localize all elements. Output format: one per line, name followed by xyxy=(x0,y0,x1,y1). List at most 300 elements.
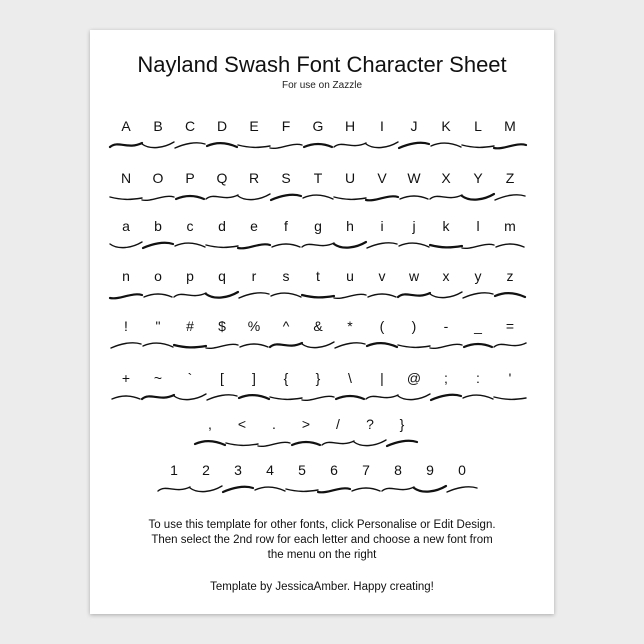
character-cell xyxy=(144,268,172,318)
character-glyph: v xyxy=(378,268,386,284)
character-glyph: C xyxy=(184,118,196,134)
character-glyph: f xyxy=(284,218,288,234)
character-glyph: 7 xyxy=(362,462,370,478)
character-cell xyxy=(496,118,524,168)
character-glyph: G xyxy=(312,118,324,134)
swash-icon xyxy=(428,190,464,204)
swash-icon xyxy=(140,138,176,152)
character-cell xyxy=(272,218,300,268)
character-row xyxy=(90,370,554,420)
character-glyph: $ xyxy=(218,318,226,334)
character-glyph: * xyxy=(347,318,353,334)
swash-icon xyxy=(108,288,144,302)
swash-icon xyxy=(236,238,272,252)
character-cell xyxy=(240,370,268,420)
character-glyph: } xyxy=(315,370,321,386)
character-glyph: o xyxy=(154,268,162,284)
character-glyph: [ xyxy=(220,370,224,386)
character-cell xyxy=(352,462,380,512)
character-glyph: ' xyxy=(508,370,512,386)
character-cell xyxy=(400,318,428,368)
swash-icon xyxy=(492,190,528,204)
character-cell xyxy=(416,462,444,512)
swash-icon xyxy=(396,288,432,302)
character-cell xyxy=(112,170,140,220)
character-glyph: g xyxy=(314,218,322,234)
character-glyph: u xyxy=(346,268,354,284)
character-cell xyxy=(496,268,524,318)
character-cell xyxy=(432,118,460,168)
swash-icon xyxy=(284,482,320,496)
instructions xyxy=(90,518,554,563)
swash-icon xyxy=(268,190,304,204)
instruction-line: the menu on the right xyxy=(267,549,377,561)
character-glyph: = xyxy=(505,318,515,334)
character-cell xyxy=(176,218,204,268)
character-glyph: ] xyxy=(252,370,256,386)
character-cell xyxy=(196,416,224,466)
swash-icon xyxy=(428,138,464,152)
character-glyph: t xyxy=(316,268,320,284)
character-glyph: N xyxy=(120,170,132,186)
swash-icon xyxy=(492,138,528,152)
character-row xyxy=(90,268,554,318)
swash-icon xyxy=(364,190,400,204)
character-cell xyxy=(240,118,268,168)
swash-icon xyxy=(236,338,272,352)
swash-icon xyxy=(492,288,528,302)
swash-icon xyxy=(204,238,240,252)
swash-icon xyxy=(172,138,208,152)
swash-icon xyxy=(460,288,496,302)
sheet-title: Nayland Swash Font Character Sheet xyxy=(137,52,507,77)
character-cell xyxy=(400,268,428,318)
swash-icon xyxy=(492,390,528,404)
character-sheet xyxy=(90,30,554,614)
swash-icon xyxy=(444,482,480,496)
character-glyph: , xyxy=(208,416,212,432)
swash-icon xyxy=(108,390,144,404)
swash-icon xyxy=(172,238,208,252)
character-glyph: b xyxy=(154,218,162,234)
character-glyph: a xyxy=(122,218,130,234)
character-glyph: ^ xyxy=(282,318,290,334)
swash-icon xyxy=(204,338,240,352)
character-glyph: 2 xyxy=(202,462,210,478)
character-glyph: X xyxy=(441,170,451,186)
character-cell xyxy=(112,118,140,168)
swash-icon xyxy=(108,338,144,352)
character-cell xyxy=(272,118,300,168)
swash-icon xyxy=(300,338,336,352)
character-glyph: e xyxy=(250,218,258,234)
character-glyph: q xyxy=(218,268,226,284)
character-cell xyxy=(176,170,204,220)
character-glyph: \ xyxy=(348,370,352,386)
character-cell xyxy=(144,370,172,420)
character-cell xyxy=(208,370,236,420)
swash-icon xyxy=(204,138,240,152)
swash-icon xyxy=(172,288,208,302)
swash-icon xyxy=(204,390,240,404)
swash-icon xyxy=(428,338,464,352)
character-cell xyxy=(432,170,460,220)
character-glyph: M xyxy=(504,118,516,134)
swash-icon xyxy=(332,288,368,302)
swash-icon xyxy=(140,238,176,252)
character-glyph: _ xyxy=(474,318,482,334)
character-glyph: " xyxy=(155,318,161,334)
swash-icon xyxy=(108,190,144,204)
character-cell xyxy=(320,462,348,512)
character-cell xyxy=(496,318,524,368)
character-cell xyxy=(224,462,252,512)
character-cell xyxy=(400,170,428,220)
character-row xyxy=(90,318,554,368)
character-cell xyxy=(176,118,204,168)
swash-icon xyxy=(108,138,144,152)
character-cell xyxy=(144,170,172,220)
instruction-line: To use this template for other fonts, click Personalise or Edit Design. xyxy=(148,519,496,531)
character-glyph: x xyxy=(442,268,450,284)
character-cell xyxy=(464,218,492,268)
character-cell xyxy=(336,218,364,268)
swash-icon xyxy=(492,238,528,252)
character-glyph: H xyxy=(344,118,356,134)
character-glyph: 5 xyxy=(298,462,306,478)
swash-icon xyxy=(300,390,336,404)
character-cell xyxy=(384,462,412,512)
character-glyph: & xyxy=(313,318,323,334)
character-glyph: R xyxy=(248,170,260,186)
character-glyph: 9 xyxy=(426,462,434,478)
character-glyph: | xyxy=(380,370,384,386)
swash-icon xyxy=(204,190,240,204)
character-cell xyxy=(432,268,460,318)
swash-icon xyxy=(224,436,260,450)
swash-icon xyxy=(300,288,336,302)
character-cell xyxy=(432,318,460,368)
character-cell xyxy=(112,268,140,318)
character-glyph: 6 xyxy=(330,462,338,478)
character-glyph: 3 xyxy=(234,462,242,478)
character-cell xyxy=(464,118,492,168)
character-cell xyxy=(496,218,524,268)
character-glyph: ~ xyxy=(153,370,163,386)
character-cell xyxy=(496,170,524,220)
swash-icon xyxy=(364,138,400,152)
character-cell xyxy=(304,268,332,318)
swash-icon xyxy=(412,482,448,496)
character-cell xyxy=(260,416,288,466)
swash-icon xyxy=(492,338,528,352)
swash-icon xyxy=(332,338,368,352)
character-glyph: k xyxy=(442,218,450,234)
character-glyph: K xyxy=(441,118,451,134)
swash-icon xyxy=(316,482,352,496)
swash-icon xyxy=(364,238,400,252)
character-cell xyxy=(192,462,220,512)
character-glyph: ) xyxy=(411,318,417,334)
character-cell xyxy=(208,268,236,318)
character-glyph: } xyxy=(399,416,405,432)
character-glyph: j xyxy=(412,218,416,234)
character-cell xyxy=(464,268,492,318)
character-cell xyxy=(304,370,332,420)
character-glyph: { xyxy=(283,370,289,386)
character-glyph: Y xyxy=(473,170,483,186)
swash-icon xyxy=(172,390,208,404)
swash-icon xyxy=(140,338,176,352)
character-cell xyxy=(464,318,492,368)
character-cell xyxy=(368,170,396,220)
character-cell xyxy=(160,462,188,512)
swash-icon xyxy=(268,138,304,152)
character-glyph: i xyxy=(380,218,384,234)
character-glyph: % xyxy=(247,318,261,334)
credit-line: Template by JessicaAmber. Happy creating! xyxy=(210,581,434,593)
swash-icon xyxy=(140,190,176,204)
swash-icon xyxy=(108,238,144,252)
character-cell xyxy=(304,318,332,368)
character-cell xyxy=(144,318,172,368)
character-glyph: r xyxy=(251,268,257,284)
character-glyph: n xyxy=(122,268,130,284)
character-row xyxy=(90,170,554,220)
character-glyph: 8 xyxy=(394,462,402,478)
swash-icon xyxy=(268,338,304,352)
swash-icon xyxy=(332,190,368,204)
swash-icon xyxy=(252,482,288,496)
character-glyph: d xyxy=(218,218,226,234)
swash-icon xyxy=(268,390,304,404)
character-row xyxy=(90,218,554,268)
swash-icon xyxy=(460,138,496,152)
character-glyph: y xyxy=(474,268,482,284)
swash-icon xyxy=(268,288,304,302)
swash-icon xyxy=(220,482,256,496)
swash-icon xyxy=(460,190,496,204)
swash-icon xyxy=(236,190,272,204)
character-glyph: s xyxy=(282,268,290,284)
character-cell xyxy=(112,318,140,368)
character-glyph: : xyxy=(476,370,480,386)
character-cell xyxy=(228,416,256,466)
character-cell xyxy=(400,118,428,168)
character-glyph: h xyxy=(346,218,354,234)
character-glyph: D xyxy=(216,118,228,134)
swash-icon xyxy=(364,338,400,352)
character-row xyxy=(90,416,554,466)
instruction-line: Then select the 2nd row for each letter and choose a new font from xyxy=(151,534,493,546)
swash-icon xyxy=(396,190,432,204)
character-glyph: l xyxy=(476,218,480,234)
character-glyph: I xyxy=(380,118,384,134)
character-glyph: < xyxy=(237,416,247,432)
swash-icon xyxy=(204,288,240,302)
swash-icon xyxy=(364,288,400,302)
character-cell xyxy=(304,170,332,220)
swash-icon xyxy=(300,138,336,152)
character-cell xyxy=(144,218,172,268)
swash-icon xyxy=(352,436,388,450)
swash-icon xyxy=(188,482,224,496)
character-cell xyxy=(432,370,460,420)
character-glyph: 4 xyxy=(266,462,274,478)
character-glyph: Z xyxy=(505,170,515,186)
character-cell xyxy=(400,218,428,268)
character-cell xyxy=(368,218,396,268)
swash-icon xyxy=(256,436,292,450)
swash-icon xyxy=(428,288,464,302)
character-cell xyxy=(288,462,316,512)
character-glyph: . xyxy=(272,416,276,432)
character-cell xyxy=(368,370,396,420)
character-cell xyxy=(208,318,236,368)
swash-icon xyxy=(460,390,496,404)
character-glyph: # xyxy=(186,318,194,334)
character-glyph: + xyxy=(121,370,131,386)
swash-icon xyxy=(236,390,272,404)
character-cell xyxy=(336,268,364,318)
swash-icon xyxy=(156,482,192,496)
character-cell xyxy=(112,370,140,420)
character-glyph: V xyxy=(377,170,387,186)
character-cell xyxy=(272,268,300,318)
character-cell xyxy=(256,462,284,512)
character-glyph: ( xyxy=(379,318,385,334)
character-glyph: U xyxy=(344,170,356,186)
character-glyph: m xyxy=(504,218,516,234)
character-cell xyxy=(464,170,492,220)
swash-icon xyxy=(396,338,432,352)
swash-icon xyxy=(236,288,272,302)
swash-icon xyxy=(396,238,432,252)
swash-icon xyxy=(172,338,208,352)
character-row xyxy=(90,118,554,168)
character-glyph: T xyxy=(313,170,323,186)
character-cell xyxy=(448,462,476,512)
swash-icon xyxy=(396,390,432,404)
swash-icon xyxy=(236,138,272,152)
character-glyph: ? xyxy=(366,416,374,432)
character-cell xyxy=(176,370,204,420)
character-cell xyxy=(496,370,524,420)
character-cell xyxy=(368,268,396,318)
character-cell xyxy=(272,370,300,420)
character-glyph: W xyxy=(407,170,421,186)
swash-icon xyxy=(332,238,368,252)
character-glyph: p xyxy=(186,268,194,284)
character-glyph: z xyxy=(506,268,514,284)
character-glyph: ; xyxy=(444,370,448,386)
character-glyph: > xyxy=(301,416,311,432)
character-cell xyxy=(304,218,332,268)
swash-icon xyxy=(380,482,416,496)
character-glyph: ` xyxy=(187,370,193,386)
character-cell xyxy=(336,118,364,168)
character-glyph: B xyxy=(153,118,163,134)
swash-icon xyxy=(192,436,228,450)
character-cell xyxy=(112,218,140,268)
character-cell xyxy=(388,416,416,466)
character-glyph: A xyxy=(121,118,131,134)
swash-icon xyxy=(288,436,324,450)
character-cell xyxy=(368,318,396,368)
swash-icon xyxy=(140,390,176,404)
swash-icon xyxy=(172,190,208,204)
swash-icon xyxy=(332,390,368,404)
character-glyph: O xyxy=(152,170,164,186)
character-cell xyxy=(336,318,364,368)
swash-icon xyxy=(384,436,420,450)
character-cell xyxy=(240,268,268,318)
character-glyph: - xyxy=(443,318,449,334)
character-cell xyxy=(272,170,300,220)
character-glyph: 0 xyxy=(458,462,466,478)
character-glyph: c xyxy=(186,218,194,234)
character-glyph: F xyxy=(281,118,291,134)
character-cell xyxy=(208,170,236,220)
character-cell xyxy=(240,170,268,220)
character-cell xyxy=(336,170,364,220)
character-cell xyxy=(304,118,332,168)
swash-icon xyxy=(428,238,464,252)
swash-icon xyxy=(300,190,336,204)
character-cell xyxy=(240,218,268,268)
character-glyph: / xyxy=(336,416,340,432)
character-row xyxy=(90,462,554,512)
character-cell xyxy=(272,318,300,368)
character-glyph: 1 xyxy=(170,462,178,478)
character-glyph: S xyxy=(281,170,291,186)
character-cell xyxy=(464,370,492,420)
character-cell xyxy=(208,218,236,268)
character-cell xyxy=(176,318,204,368)
character-glyph: J xyxy=(410,118,418,134)
character-cell xyxy=(356,416,384,466)
character-glyph: E xyxy=(249,118,259,134)
swash-icon xyxy=(348,482,384,496)
swash-icon xyxy=(460,238,496,252)
character-cell xyxy=(176,268,204,318)
swash-icon xyxy=(268,238,304,252)
character-cell xyxy=(240,318,268,368)
character-glyph: @ xyxy=(406,370,422,386)
swash-icon xyxy=(300,238,336,252)
swash-icon xyxy=(320,436,356,450)
character-cell xyxy=(432,218,460,268)
character-cell xyxy=(208,118,236,168)
character-cell xyxy=(336,370,364,420)
swash-icon xyxy=(364,390,400,404)
character-cell xyxy=(324,416,352,466)
sheet-subtitle: For use on Zazzle xyxy=(281,80,363,91)
character-cell xyxy=(368,118,396,168)
swash-icon xyxy=(428,390,464,404)
character-cell xyxy=(144,118,172,168)
swash-icon xyxy=(140,288,176,302)
character-glyph: P xyxy=(185,170,195,186)
swash-icon xyxy=(332,138,368,152)
character-glyph: w xyxy=(408,268,420,284)
character-glyph: ! xyxy=(124,318,128,334)
character-cell xyxy=(400,370,428,420)
swash-icon xyxy=(460,338,496,352)
character-glyph: L xyxy=(474,118,482,134)
swash-icon xyxy=(396,138,432,152)
character-cell xyxy=(292,416,320,466)
